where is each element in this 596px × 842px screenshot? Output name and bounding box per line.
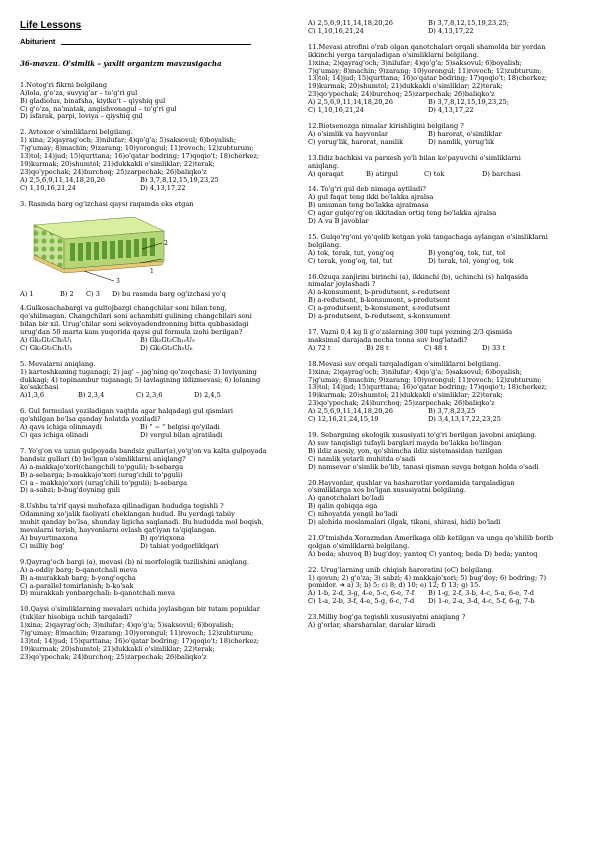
question-text-line: C) a-parallel tomirlanish; b-ko'sak (20, 582, 134, 590)
question (20, 129, 292, 192)
option-row (308, 28, 580, 36)
question-text-line: 23.Milliy bog'ga tegishli xususiyatni aniqlang ? (308, 614, 466, 622)
left-column (20, 0, 292, 670)
answer-option[interactable]: C) 1,10,16,21,24 (308, 106, 364, 115)
answer-option[interactable]: D) vergul bilan ajratiladi (140, 431, 223, 439)
question-text-line: dukkagi; 4) topinambur tuganagi; 5) lavlagining ildizmevasi; 6) lolaning (20, 376, 261, 384)
question-text-line: A) g'orlar, sharsharalar, daralar kiradi (308, 622, 436, 630)
answer-option[interactable]: C) yorug'lik, harorat, namlik (308, 137, 404, 146)
option-row (20, 345, 292, 353)
question-text-line: D) namsevar o'simlik bo'lib, tanasi qisman suvga botgan holda o'sadi (308, 463, 539, 471)
question-text-line: C) nihoyatda yengil bo'ladi (308, 511, 398, 519)
question-text-line: D) a-produtsent, b-redutsent, s-konsument (308, 313, 451, 321)
question-text-line: maksimal darajada necha tonna suv bug'latadi? (308, 336, 468, 344)
question-text-line: qolgan o'simliklarni belgilang. (308, 542, 410, 550)
question-text-line: B) gladiolus, binafsha, kiyiko't – qiyshiq gul (20, 97, 166, 105)
question (308, 234, 580, 266)
answer-option[interactable]: C) terak, yong'oq, tol, tut (308, 256, 393, 265)
question-text-line: muhit qanday bo'lsa, shunday ligicha saqlanadi. Bu hududda mol boqish, (20, 519, 264, 527)
question-text-line: urug'dan 50 marta kam yuqorida qaysi gul formula izohi berilgan? (20, 329, 243, 337)
question-text-line: o'simliklarga xos bo'lgan xususiyatni belgilang. (308, 487, 466, 495)
question-text-line: C) agar gulqo'rg'on ikkitadan ortiq teng bo'lakka ajralsa (308, 210, 497, 218)
question-text-line: nimalar joylashadi ? (308, 281, 376, 289)
question-text-line: 7)g'umay; 8)machin; 9)zarang; 10)yorongul; 11)rovoch; 12)zubturum; (20, 145, 254, 153)
answer-option[interactable]: A) qoraqat (308, 169, 344, 178)
answer-option[interactable]: A) 2,5,6,9,11,14,18,20,26 (20, 175, 105, 184)
question-text-line: 13)tol; 14)jud; 15)qurttana; 16)o'qatar bodring; 17)qoqio't; 18)cherkez; (308, 384, 548, 392)
option-row (308, 139, 580, 147)
question-text-line: 11.Mevasi atrofini o'rab olgan qanotchalari orqali shamolda bir yerdan (308, 43, 546, 51)
question-3-options (20, 291, 292, 299)
question-text-line: 13.Ildiz bachkisi va parxesh yo'li bilan ko'payuvchi o'simliklarni (308, 154, 521, 162)
question (20, 82, 292, 122)
answer-option[interactable]: C) 1,10,16,21,24 (308, 26, 364, 35)
question (308, 329, 580, 353)
question-text-line: 7. Yo'g'on va uzun gulpoyada bandsiz gullar(a),yo'g'on va kalta gulpoyada (20, 447, 267, 455)
answer-option[interactable]: A) 2,5,6,9,11,14,18,20,26 (308, 407, 393, 416)
question-text-line: ikkinchi yerga tarqaladigan o'simliklarni belgilang. (308, 51, 479, 59)
question-text-line: 1.Notog'ri fikrni belgilang (20, 81, 108, 89)
question (308, 567, 580, 607)
leaf-cross-section-diagram (24, 213, 174, 285)
answer-option[interactable]: D) terak, tol, yong'oq, tok (428, 256, 514, 265)
question-text-line: 12.Biotsenozga nimalar kirishligini belgilang ? (308, 122, 464, 130)
question-text-line: C) a - makkajo'xori (urug'chili to'pguli); b-sebarga (20, 479, 188, 487)
question-text-line: 8.Ushbu ta'rif qaysi muhofaza qilinadigan hududga tegishli ? (20, 503, 224, 511)
question (20, 559, 292, 599)
question-text-line: mevalarni terish, hayvonlarni ovlash qat'iyan ta'qiqlangan. (20, 527, 217, 535)
question-text-line: 14. To'g'ri gul deb nimaga aytiladi? (308, 186, 426, 194)
question (308, 123, 580, 147)
question (308, 614, 580, 630)
question-3-text: 3. Rasmda barg og'izchasi qaysi raqamda eks etgan (20, 200, 194, 208)
answer-option[interactable]: B) 3,7,8,12,15,19,23,25; (428, 19, 509, 27)
answer-option[interactable]: D) 3,4,13,17,22,23,25 (428, 415, 501, 424)
question (308, 480, 580, 527)
question-text-line: A) a-makkajo'xori(changchili to'pguli); b-sebarga (20, 463, 184, 471)
answer-option[interactable]: D) 4,13,17,22 (428, 26, 474, 35)
answer-option[interactable]: B) 28 t (366, 343, 389, 352)
question (308, 44, 580, 115)
question-text-line: 5. Mevalarni aniqlang. (20, 360, 96, 368)
answer-option[interactable]: B) qo'riqxona (140, 533, 185, 542)
question-text-line: D) a-sabzi; b-bug'doyning guli (20, 487, 121, 495)
diagram-label-2: 2 (164, 239, 168, 247)
questions-left-2 (20, 305, 292, 661)
answer-option[interactable]: A) 2,5,6,9,11,14,18,20,26 (308, 98, 393, 107)
question (308, 20, 580, 36)
question-text-line: 18.Mevasi suv orqali tarqaladigan o'simliklarni belgilang. (308, 360, 501, 368)
option[interactable]: B) 2 (60, 290, 74, 299)
question-text-line: bilan bir xil. Urug'chilar soni sekvoyadendronning bitta qubbasidagi (20, 321, 249, 329)
question (308, 155, 580, 179)
answer-option[interactable]: D) 1-e, 2-a, 3-d, 4-c, 5-f, 6-g, 7-b (428, 597, 535, 606)
answer-option[interactable]: A) 2,5,6,9,11,14,18,20,26 (308, 19, 393, 27)
answer-option[interactable]: B) 3,7,8,23,25 (428, 407, 476, 416)
question-text-line: B) a-sebarga; b-makkajo'xori (urug'chili to'pguli) (20, 471, 183, 479)
option-row (308, 107, 580, 115)
question-text-line: 23)qo'ypechak; 24)burchoq; 25)zarpechak; 26)baliqko'z (308, 400, 495, 408)
question-text-line: belgilang. (308, 241, 342, 249)
option-row (20, 185, 292, 193)
question-text-line: 17. Vazni 0,4 kg li g'o'zalarning 300 tupi yozning 2/3 qismida (308, 329, 513, 336)
question-text-line: qo'shilgan bo'lsa qanday holatda yoziladi? (20, 416, 161, 424)
question-text-line: 19)kurmak; 20)shumtol; 21)dukkakli o'simliklar; 22)terak; (20, 645, 215, 653)
question-text-line: 13)tol; 14)jud; 15)qurttana; 16)o'qatar bodring; 17)qoqio't; 18)cherkez; (20, 153, 260, 161)
answer-option[interactable]: D) 4,13,17,22 (140, 183, 186, 192)
answer-option[interactable]: B) " ~ " belgisi qo'yiladi (140, 423, 220, 432)
question (308, 535, 580, 559)
option[interactable]: A) 1 (20, 290, 34, 299)
question-text-line: (tuk)lar hisobiga uchib tarqaladi? (20, 614, 133, 622)
question-text-line: C) g'o'za, na'matak, angishvonagul – to'g'ri gul (20, 105, 177, 113)
question-text-line: A)lola, g'o'za, suvyig'ar – to'g'ri gul (20, 89, 138, 97)
question-text-line: 4.Gulkosachabargi va gultojbargi changchilar soni bilan teng, (20, 305, 227, 313)
question-text-line: pomidor. ➔ a) 3; b) 5; c) 8; d) 10; e) 12; f) 13; g) 15. (308, 582, 481, 590)
right-column (308, 20, 580, 638)
option-row (20, 432, 292, 440)
option-row (308, 416, 580, 424)
question-text-line: A) gul faqat teng ikki bo'lakka ajralsa (308, 194, 434, 202)
answer-option[interactable]: C) tok (424, 169, 445, 178)
question-text-line: 1)xina; 2)qayrag'och; 3)nilufar; 4)qo'g'a; 5)saksovul; 6)boyalish; (308, 368, 522, 376)
question-text-line: 15. Gulqo'rg'oni yo'qolib ketgan yoki tangachaga aylangan o'simliklarni (308, 233, 548, 241)
question-text-line: 19)kurmak; 20)shumtol; 21)dukkakli o'simliklar; 22)terak; (308, 392, 503, 400)
answer-option[interactable]: C) 1-a, 2-b, 3-f, 4-e, 5-g, 6-c, 7-d (308, 597, 415, 606)
answer-option[interactable]: A) qavs ichiga olinmaydi (20, 423, 102, 432)
question-text-line: 23)qo'ypechak; 24)burchoq; 25)zarpechak; 26)baliqko'z (20, 168, 207, 176)
answer-option[interactable]: B) 2,3,4 (78, 391, 105, 400)
question-text-line: 6. Gul formulasi yoziladigan vaqtda agar halqadagi gul qismlari (20, 408, 233, 416)
question-text-line: D) murakkab yonbargchali; b-qanotchali meva (20, 590, 176, 598)
answer-option[interactable]: B) Gk₅Gt₅Ch₁₀U₅ (140, 335, 195, 344)
answer-option[interactable]: C) 12,16,21,24,15,19 (308, 415, 379, 424)
answer-option[interactable]: B) 3,7,8,12,15,19,23,25; (428, 98, 509, 107)
question-text-line: 19)kurmak; 20)shumtol; 21)dukkakli o'simliklar; 22)terak; (308, 83, 503, 91)
question (308, 361, 580, 424)
question (20, 503, 292, 550)
answer-option[interactable]: D) 4,13,17,22 (428, 106, 474, 115)
question-text-line: 21.O'tmishda Xorazmdan Amerikaga olib ketilgan va unga qo'shilib borib (308, 534, 554, 542)
answer-option[interactable]: C) 48 t (424, 343, 447, 352)
question-text-line: 23)qo'ypechak; 24)burchoq; 25)zarpechak; 26)baliqko'z (308, 91, 495, 99)
option-row (20, 392, 292, 400)
question-text-line: 19)kurmak; 20)shumtol; 21)dukkakli o'simliklar; 22)terak; (20, 160, 215, 168)
question-text-line: aniqlang. (308, 162, 340, 170)
question-text-line: Odamning xo'jalik faoliyati cheklangan hudud. Bu yerdagi tabiiy (20, 511, 235, 519)
question (308, 432, 580, 472)
option[interactable]: D) bu rasmda barg og'izchasi yo'q (112, 290, 226, 299)
question-3 (20, 201, 292, 300)
question-text-line: 19. Sebargning ekologik xususiyati to'g'ri berilgan javobni aniqlang. (308, 431, 537, 439)
option-row (308, 345, 580, 353)
answer-option[interactable]: D) Gk₅Gt₅Ch₅U₆ (140, 343, 193, 352)
question-text-line: 1) kartoshkaning tuganagi; 2) jag' – jag'ning qo'zoqchasi; 3) loviyaning (20, 368, 257, 376)
topic-heading: 36-mavzu. O'simlik – yaxlit organizm mavzusigacha (20, 58, 222, 68)
question-text-line: 16.Ozuqa zanjirini birinchi (a), ikkinchi (b), uchinchi (s) halqasida (308, 273, 529, 281)
answer-option[interactable]: C) milliy bog' (20, 541, 65, 550)
answer-option[interactable]: B) 1-g, 2-f, 3-b, 4-c, 5-a, 6-e, 7-d (428, 589, 535, 598)
question-text-line: 7)g'umay; 8)machin; 9)zarang; 10)yorongul; 11)rovoch; 12)zubturum; (308, 376, 542, 384)
option-row (308, 258, 580, 266)
question-text-line: B) a-redutsent, b-konsument, s-produtsent (308, 297, 451, 305)
question (20, 606, 292, 661)
question-text-line: D) A va B javoblar (308, 218, 369, 226)
answer-option[interactable]: A) Gk₅Gt₅Ch₅U₁ (20, 335, 73, 344)
answer-option[interactable]: C) 2,3,6 (136, 391, 163, 400)
answer-option[interactable]: B) 3,7,8,12,15,19,23,25 (140, 175, 219, 184)
question-text-line: A) qanotchalari bo'ladi (308, 495, 385, 503)
question-text-line: 2. Avtoxor o'simliklarni belgilang. (20, 129, 133, 137)
question-text-line: A) suv tanqisligi tufayli barglari mayda bo'lakka bo'lingan (308, 439, 502, 447)
answer-option[interactable]: B) yong'oq, tok, tut, tol (428, 248, 506, 257)
answer-option[interactable]: D) barchasi (482, 169, 521, 178)
answer-option[interactable]: D) 33 t (482, 343, 506, 352)
option-row (20, 543, 292, 551)
question-text-line: C) a-produtsent, b-konsument, s-redutsent (308, 305, 451, 313)
answer-option[interactable]: D) namlik, yorug'lik (428, 137, 495, 146)
question-text-line: B) a-murakkab barg; b-yong'oqcha (20, 574, 136, 582)
question-text-line: B) umuman teng bo'lakka ajralmasa (308, 202, 429, 210)
question-text-line: ko'sakchasi (20, 384, 59, 392)
question-text-line: qo'shilmagan. Changchilari soni achambiti gulining changchilari soni (20, 313, 252, 321)
question-text-line: D) isfarak, parpi, loviya – qiyshiq gul (20, 113, 143, 121)
question-text-line: 7)g'umay; 8)machin; 9)zarang; 10)yorongul; 11)rovoch; 12)zubturum; (20, 630, 254, 638)
question-text-line: B) qalin qobiqqa ega (308, 503, 378, 511)
question-text-line: 13)tol; 14)jud; 15)qurttana; 16)o'qatar bodring; 17)qoqio't; 18)cherkez; (308, 75, 548, 83)
question-text-line: 7)g'umay; 8)machin; 9)zarang; 10)yorongul; 11)rovoch; 12)zubturum; (308, 67, 542, 75)
question-text-line: 23)qo'ypechak; 24)burchoq; 25)zarpechak; 26)baliqko'z (20, 653, 207, 661)
question-text-line: 1)xina; 2)qayrag'och; 3)nilufar; 4)qo'g'a; 5)saksovul; 6)boyalish; (308, 59, 522, 67)
question-text-line: A) beda; shuvoq B) bug'doy; yantoq C) yantoq; beda D) beda; yantoq (308, 550, 538, 558)
answer-option[interactable]: A) tok, terak, tut, yong'oq (308, 248, 394, 257)
question-text-line: 13)tol; 14)jud; 15)qurttana; 16)o'qatar bodring; 17)qoqio't; 18)cherkez; (20, 637, 260, 645)
questions-right (308, 20, 580, 630)
question (20, 408, 292, 440)
option-row (308, 171, 580, 179)
question-text-line: A) a-oddiy barg; b-qanotchali meva (20, 566, 138, 574)
question-text-line: C) namlik yetarli muhitda o'sadi (308, 455, 416, 463)
diagram-label-1: 1 (150, 267, 154, 275)
answer-option[interactable]: C) qas ichiga olinadi (20, 431, 89, 439)
question-text-line: A) a-konsument, b-produtsent, s-redutsent (308, 289, 450, 297)
question-text-line: 9.Qayrag'och bargi (a), mevasi (b) ni morfologik tuzilishini aniqlang. (20, 558, 250, 566)
answer-option[interactable]: B) atirgul (366, 169, 398, 178)
document-title: Life Lessons (20, 20, 82, 31)
answer-option[interactable]: A) 1-b, 2-d, 3-g, 4-e, 5-c, 6-e, 7-f (308, 589, 415, 598)
question (308, 274, 580, 321)
question-text-line: 20.Hayvonlar, qushlar va hasharotlar yordamida tarqaladigan (308, 479, 515, 487)
answer-option[interactable]: D) 2,4,5 (194, 391, 221, 400)
abiturient-name-line[interactable] (61, 44, 251, 45)
answer-option[interactable]: A) 72 t (308, 343, 331, 352)
answer-option[interactable]: D) tabiat yodgorliklqari (140, 541, 219, 550)
answer-option[interactable]: A)1,3,6 (20, 391, 45, 400)
question-text-line: 22. Urug'larning unib chiqish haroratini (oC) belgilang. (308, 566, 494, 574)
answer-option[interactable]: A) buyurtmaxona (20, 533, 78, 542)
question-text-line: 1) qovun; 2) g'o'za; 3) sabzi; 4) makkajo'xori; 5) bug'doy; 6) bodring; 7) (308, 574, 547, 582)
diagram-label-3: 3 (116, 277, 120, 285)
question-text-line: B) ildiz asosiy, yon, qo'shimcha ildiz sistemasidan tuzilgan (308, 447, 503, 455)
question-text-line: D) alohida moslamalari (ilgak, tikani, shirasi, hidi) bo'ladi (308, 519, 501, 527)
question (20, 448, 292, 495)
questions-left-1 (20, 82, 292, 193)
abiturient-label: Abiturient (20, 37, 56, 46)
question-text-line: 10.Qaysi o'simliklarning mevalari uchida joylashgan bir tutam popuklar (20, 606, 260, 614)
question-text-line: 1)xina; 2)qayrag'och; 3)nilufar; 4)qo'g'a; 5)saksovul; 6)boyalish; (20, 622, 234, 630)
question (308, 186, 580, 226)
answer-option[interactable]: A) o'simlik va hayvonlar (308, 129, 389, 138)
question-text-line: bandsiz gullari (b) bo'lgan o'simliklarni aniqlang? (20, 455, 186, 463)
question (20, 305, 292, 352)
abiturient-field[interactable] (20, 38, 292, 46)
answer-option[interactable]: B) harorat, o'simliklar (428, 129, 502, 138)
option-row (308, 598, 580, 606)
question (20, 361, 292, 401)
question-text-line: 1) xina; 2)qayrag'och; 3)nilufar; 4)qo'g'a; 5)saksovul; 6)boyalish; (20, 137, 237, 145)
option[interactable]: C) 3 (86, 290, 100, 299)
answer-option[interactable]: C) Gk₅Gt₅Ch₅U₅ (20, 343, 73, 352)
answer-option[interactable]: C) 1,10,16,21,24 (20, 183, 76, 192)
